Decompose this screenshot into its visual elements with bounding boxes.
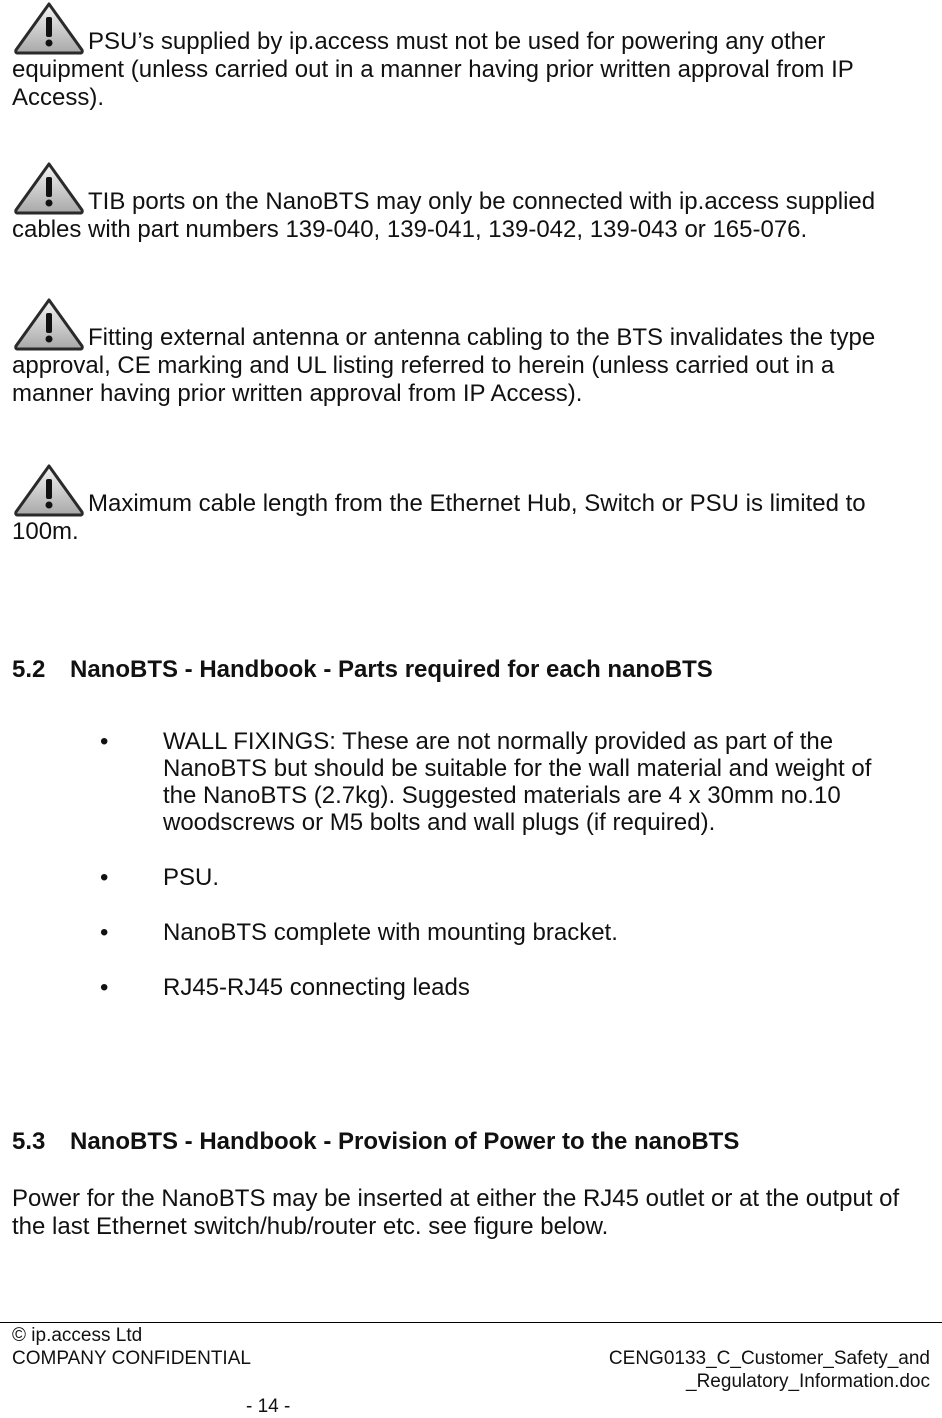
list-item [100, 728, 900, 836]
bullet: • [100, 864, 109, 891]
warning-icon [12, 296, 86, 352]
list-item-text: RJ45-RJ45 connecting leads [163, 974, 470, 1001]
power-paragraph: Power for the NanoBTS may be inserted at either the RJ45 outlet or at the output of the last Ethernet switch/hub/router etc. see figure below. [12, 1185, 900, 1240]
list-item [100, 864, 900, 891]
section-title: NanoBTS - Handbook - Parts required for each nanoBTS [70, 656, 713, 683]
warning-icon [12, 0, 86, 56]
warning-note-4 [12, 462, 922, 546]
bullet: • [100, 919, 109, 946]
warning-icon [12, 462, 86, 518]
warning-icon [12, 160, 86, 216]
list-item [100, 919, 900, 946]
warning-note-3 [12, 296, 922, 408]
warning-text: Maximum cable length from the Ethernet Hub, Switch or PSU is limited to 100m. [12, 490, 866, 545]
list-item-text: WALL FIXINGS: These are not normally provided as part of the NanoBTS but should be suitable for the wall material and weight of the NanoBTS (2.7kg). Suggested materials are 4 x 30mm no.10 woodscrews or M5 bolts and wall plugs (if required). [163, 728, 872, 836]
bullet: • [100, 728, 109, 755]
section-title: NanoBTS - Handbook - Provision of Power to the nanoBTS [70, 1128, 740, 1155]
warning-note-2 [12, 160, 922, 244]
list-item-text: PSU. [163, 864, 220, 891]
section-heading-5-2 [12, 656, 713, 684]
warning-text: PSU’s supplied by ip.access must not be used for powering any other equipment (unless carried out in a manner having prior written approval from IP Access). [12, 28, 854, 111]
warning-text: Fitting external antenna or antenna cabling to the BTS invalidates the type approval, CE marking and UL listing referred to herein (unless carried out in a manner having prior written approval from IP Access). [12, 324, 876, 407]
parts-list [100, 728, 900, 1029]
section-number: 5.3 [12, 1128, 46, 1155]
list-item [100, 974, 900, 1001]
footer-confidential: COMPANY CONFIDENTIAL [12, 1348, 251, 1369]
page-number: - 14 - [246, 1396, 291, 1417]
bullet: • [100, 974, 109, 1001]
footer-copyright: © ip.access Ltd [12, 1325, 143, 1346]
warning-note-1 [12, 0, 922, 112]
footer-divider [0, 1322, 942, 1323]
list-item-text: NanoBTS complete with mounting bracket. [163, 919, 618, 946]
warning-text: TIB ports on the NanoBTS may only be connected with ip.access supplied cables with part numbers 139-040, 139-041, 139-042, 139-043 or 165-076. [12, 188, 876, 243]
section-heading-5-3 [12, 1128, 739, 1156]
footer-doc-name-line1: CENG0133_C_Customer_Safety_and [608, 1348, 930, 1369]
section-number: 5.2 [12, 656, 46, 683]
footer-doc-name-line2: _Regulatory_Information.doc [686, 1371, 930, 1392]
